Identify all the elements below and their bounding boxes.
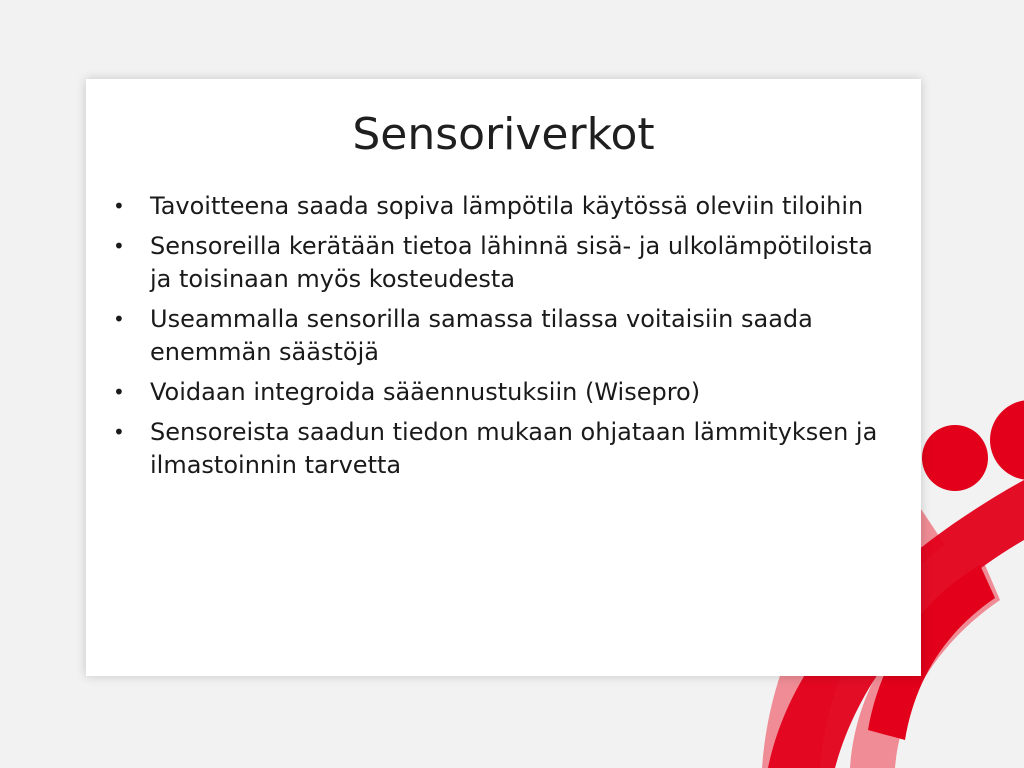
bullet-text: Voidaan integroida sääennustuksiin (Wisepro) xyxy=(150,378,701,406)
bullet-item xyxy=(110,416,900,482)
bullet-text: Sensoreista saadun tiedon mukaan ohjataan lämmityksen ja ilmastoinnin tarvetta xyxy=(150,418,878,479)
bullet-point-icon: • xyxy=(113,307,125,331)
slide-title: Sensoriverkot xyxy=(352,109,655,160)
bullet-text: Sensoreilla kerätään tietoa lähinnä sisä- ja ulkolämpötiloista ja toisinaan myös kosteudesta xyxy=(150,232,873,293)
bullet-point-icon: • xyxy=(113,234,125,258)
bullet-item xyxy=(110,230,900,296)
small-red-circle-icon xyxy=(922,425,988,491)
bullet-point-icon: • xyxy=(113,420,125,444)
bullet-text: Tavoitteena saada sopiva lämpötila käytössä oleviin tiloihin xyxy=(150,192,864,220)
bullet-list xyxy=(110,190,900,489)
bullet-item xyxy=(110,303,900,369)
bullet-item xyxy=(110,376,900,409)
bullet-point-icon: • xyxy=(113,380,125,404)
partial-red-circle-icon xyxy=(990,400,1024,480)
bullet-point-icon: • xyxy=(113,194,125,218)
bullet-item xyxy=(110,190,900,223)
bullet-text: Useammalla sensorilla samassa tilassa voitaisiin saada enemmän säästöjä xyxy=(150,305,813,366)
